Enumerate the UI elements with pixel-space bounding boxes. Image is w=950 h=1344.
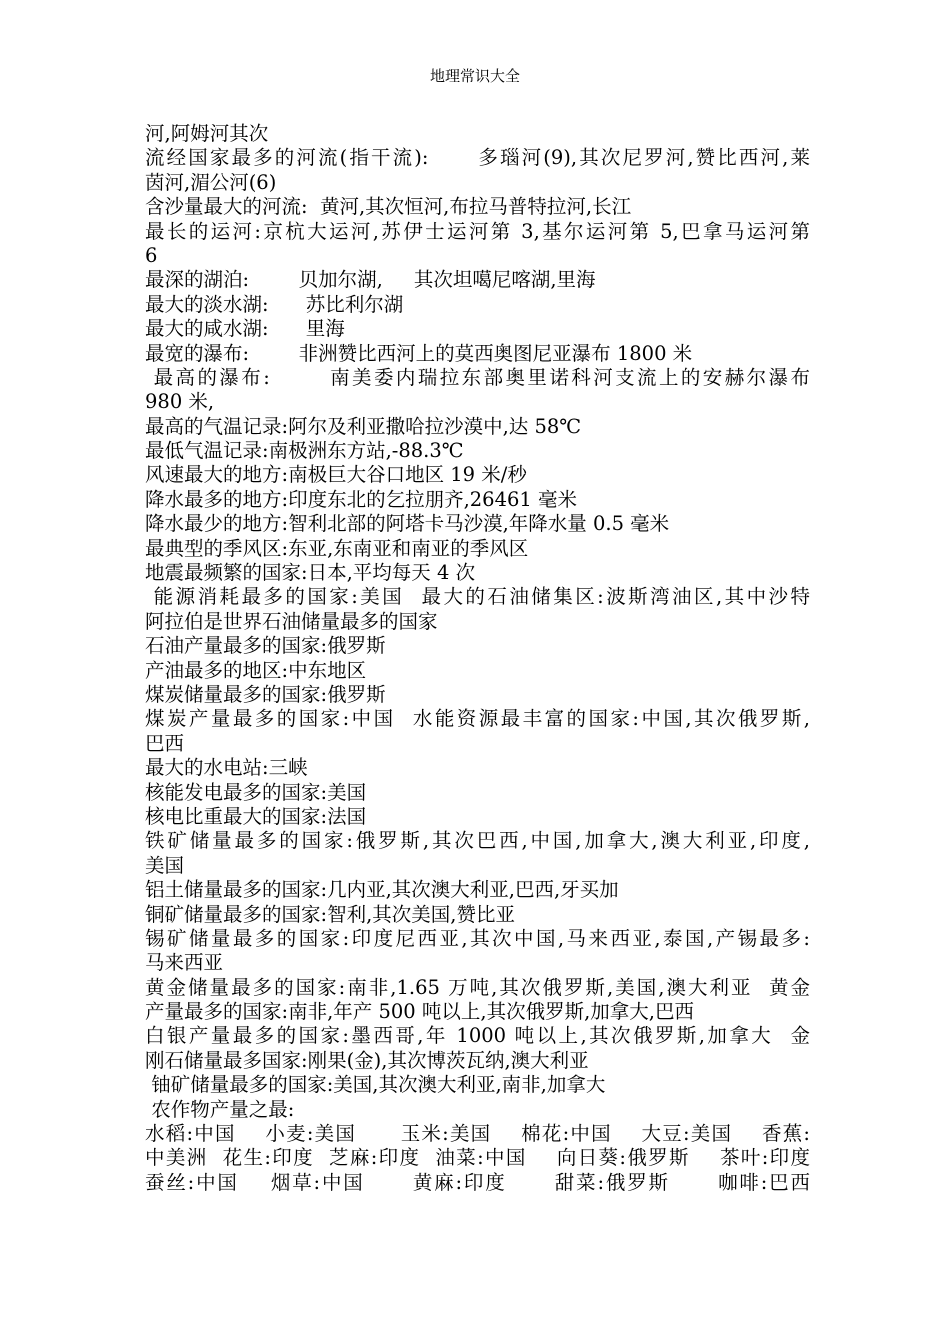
text-line: 中美洲 花生:印度 芝麻:印度 油菜:中国 向日葵:俄罗斯 茶叶:印度 — [145, 1146, 810, 1170]
text-line: 最高的气温记录:阿尔及利亚撒哈拉沙漠中,达 58℃ — [145, 414, 582, 438]
text-line: 锡矿储量最多的国家:印度尼西亚,其次中国,马来西亚,泰国,产锡最多: — [145, 926, 810, 950]
text-line: 煤炭储量最多的国家:俄罗斯 — [145, 682, 386, 706]
text-line: 黄金储量最多的国家:南非,1.65 万吨,其次俄罗斯,美国,澳大利亚 黄金 — [145, 975, 810, 999]
text-line: 巴西 — [145, 731, 185, 755]
text-line: 最高的瀑布: 南美委内瑞拉东部奥里诺科河支流上的安赫尔瀑布 — [145, 365, 810, 389]
text-line: 降水最少的地方:智利北部的阿塔卡马沙漠,年降水量 0.5 毫米 — [145, 512, 670, 536]
text-line: 蚕丝:中国 烟草:中国 黄麻:印度 甜菜:俄罗斯 咖啡:巴西 — [145, 1170, 810, 1194]
text-line: 白银产量最多的国家:墨西哥,年 1000 吨以上,其次俄罗斯,加拿大 金 — [145, 1024, 810, 1048]
text-line: 马来西亚 — [145, 951, 224, 975]
text-line: 铝土储量最多的国家:几内亚,其次澳大利亚,巴西,牙买加 — [145, 878, 619, 902]
text-line: 最深的湖泊: 贝加尔湖, 其次坦噶尼喀湖,里海 — [145, 268, 596, 292]
text-line: 地震最频繁的国家:日本,平均每天 4 次 — [145, 561, 476, 585]
text-line: 煤炭产量最多的国家:中国 水能资源最丰富的国家:中国,其次俄罗斯, — [145, 707, 810, 731]
text-line: 最大的咸水湖: 里海 — [145, 317, 345, 341]
text-line: 美国 — [145, 853, 185, 877]
text-line: 产量最多的国家:南非,年产 500 吨以上,其次俄罗斯,加拿大,巴西 — [145, 1000, 694, 1024]
text-line: 铁矿储量最多的国家:俄罗斯,其次巴西,中国,加拿大,澳大利亚,印度, — [145, 829, 810, 853]
text-line: 茵河,湄公河(6) — [145, 170, 277, 194]
text-line: 能源消耗最多的国家:美国 最大的石油储集区:波斯湾油区,其中沙特 — [145, 585, 810, 609]
text-line: 河,阿姆河其次 — [145, 122, 269, 145]
text-line: 铜矿储量最多的国家:智利,其次美国,赞比亚 — [145, 902, 515, 926]
text-line: 6 — [145, 243, 158, 267]
text-line: 最宽的瀑布: 非洲赞比西河上的莫西奥图尼亚瀑布 1800 米 — [145, 341, 693, 365]
text-line: 最低气温记录:南极洲东方站,-88.3℃ — [145, 439, 464, 463]
page-header: 地理常识大全 — [429, 67, 520, 85]
text-line: 含沙量最大的河流: 黄河,其次恒河,布拉马普特拉河,长江 — [145, 195, 632, 219]
text-line: 水稻:中国 小麦:美国 玉米:美国 棉花:中国 大豆:美国 香蕉: — [145, 1122, 810, 1146]
text-line: 980 米, — [145, 390, 215, 414]
text-line: 降水最多的地方:印度东北的乞拉朋齐,26461 毫米 — [145, 487, 577, 511]
text-line: 刚石储量最多国家:刚果(金),其次博茨瓦纳,澳大利亚 — [145, 1048, 589, 1072]
text-line: 流经国家最多的河流(指干流): 多瑙河(9),其次尼罗河,赞比西河,莱 — [145, 146, 810, 170]
document-body — [145, 122, 810, 1195]
text-line: 核能发电最多的国家:美国 — [145, 780, 367, 804]
text-line: 最长的运河:京杭大运河,苏伊士运河第 3,基尔运河第 5,巴拿马运河第 — [145, 219, 810, 243]
text-line: 核电比重最大的国家:法国 — [145, 804, 367, 828]
text-line: 铀矿储量最多的国家:美国,其次澳大利亚,南非,加拿大 — [145, 1073, 606, 1097]
text-line: 最典型的季风区:东亚,东南亚和南亚的季风区 — [145, 536, 529, 560]
text-line: 农作物产量之最: — [145, 1097, 295, 1121]
text-line: 产油最多的地区:中东地区 — [145, 658, 367, 682]
text-line: 阿拉伯是世界石油储量最多的国家 — [145, 609, 438, 633]
text-line: 风速最大的地方:南极巨大谷口地区 19 米/秒 — [145, 463, 527, 487]
text-line: 最大的水电站:三峡 — [145, 756, 308, 780]
text-line: 石油产量最多的国家:俄罗斯 — [145, 634, 386, 658]
text-line: 最大的淡水湖: 苏比利尔湖 — [145, 292, 404, 316]
